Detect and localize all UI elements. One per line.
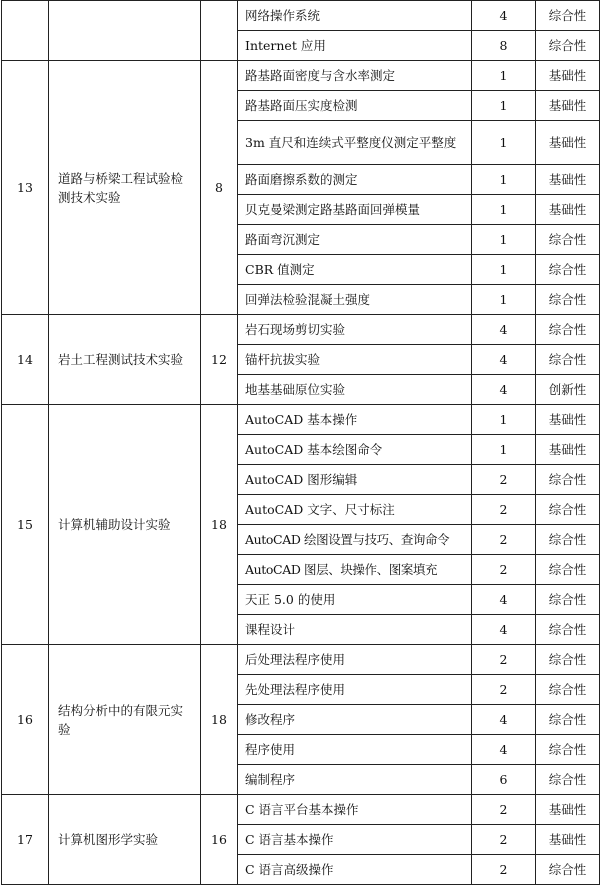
course-name: 计算机辅助设计实验 bbox=[49, 405, 201, 645]
project-type: 综合性 bbox=[536, 31, 600, 61]
project-name: 修改程序 bbox=[238, 705, 472, 735]
project-hours: 2 bbox=[472, 555, 536, 585]
project-name: 3m 直尺和连续式平整度仪测定平整度 bbox=[238, 121, 472, 165]
project-name: 回弹法检验混凝土强度 bbox=[238, 285, 472, 315]
project-name: C 语言平台基本操作 bbox=[238, 795, 472, 825]
project-hours: 2 bbox=[472, 525, 536, 555]
project-type: 基础性 bbox=[536, 825, 600, 855]
course-hours: 16 bbox=[201, 795, 238, 885]
project-type: 综合性 bbox=[536, 465, 600, 495]
project-type: 基础性 bbox=[536, 165, 600, 195]
project-type: 创新性 bbox=[536, 375, 600, 405]
project-name: C 语言基本操作 bbox=[238, 825, 472, 855]
project-name: AutoCAD 基本绘图命令 bbox=[238, 435, 472, 465]
project-hours: 2 bbox=[472, 495, 536, 525]
project-type: 综合性 bbox=[536, 345, 600, 375]
project-name: 网络操作系统 bbox=[238, 1, 472, 31]
project-hours: 4 bbox=[472, 735, 536, 765]
course-hours: 18 bbox=[201, 645, 238, 795]
project-hours: 1 bbox=[472, 195, 536, 225]
project-type: 综合性 bbox=[536, 315, 600, 345]
table-row bbox=[2, 645, 600, 675]
project-name: 先处理法程序使用 bbox=[238, 675, 472, 705]
course-name: 岩土工程测试技术实验 bbox=[49, 315, 201, 405]
project-hours: 1 bbox=[472, 91, 536, 121]
table-row bbox=[2, 315, 600, 345]
project-name: C 语言高级操作 bbox=[238, 855, 472, 885]
project-name: AutoCAD 图层、块操作、图案填充 bbox=[238, 555, 472, 585]
project-hours: 1 bbox=[472, 61, 536, 91]
project-hours: 4 bbox=[472, 1, 536, 31]
project-hours: 2 bbox=[472, 825, 536, 855]
project-hours: 1 bbox=[472, 405, 536, 435]
project-name: 锚杆抗拔实验 bbox=[238, 345, 472, 375]
project-name: 课程设计 bbox=[238, 615, 472, 645]
project-hours: 1 bbox=[472, 255, 536, 285]
project-name: 路基路面压实度检测 bbox=[238, 91, 472, 121]
course-number: 14 bbox=[2, 315, 49, 405]
project-name: 编制程序 bbox=[238, 765, 472, 795]
project-hours: 2 bbox=[472, 465, 536, 495]
project-name: AutoCAD 文字、尺寸标注 bbox=[238, 495, 472, 525]
table-row bbox=[2, 405, 600, 435]
project-type: 综合性 bbox=[536, 735, 600, 765]
project-hours: 6 bbox=[472, 765, 536, 795]
course-number: 15 bbox=[2, 405, 49, 645]
project-name: 路基路面密度与含水率测定 bbox=[238, 61, 472, 91]
project-type: 综合性 bbox=[536, 615, 600, 645]
project-type: 基础性 bbox=[536, 795, 600, 825]
project-type: 基础性 bbox=[536, 195, 600, 225]
project-hours: 4 bbox=[472, 585, 536, 615]
project-name: Internet 应用 bbox=[238, 31, 472, 61]
project-type: 综合性 bbox=[536, 1, 600, 31]
project-name: CBR 值测定 bbox=[238, 255, 472, 285]
project-type: 综合性 bbox=[536, 705, 600, 735]
project-type: 综合性 bbox=[536, 645, 600, 675]
table-row bbox=[2, 1, 600, 31]
experiment-table-body bbox=[2, 1, 600, 885]
project-hours: 8 bbox=[472, 31, 536, 61]
project-hours: 2 bbox=[472, 645, 536, 675]
project-type: 基础性 bbox=[536, 405, 600, 435]
experiment-table bbox=[1, 0, 600, 885]
project-type: 综合性 bbox=[536, 675, 600, 705]
project-name: AutoCAD 绘图设置与技巧、查询命令 bbox=[238, 525, 472, 555]
project-hours: 2 bbox=[472, 795, 536, 825]
course-number: 17 bbox=[2, 795, 49, 885]
project-type: 综合性 bbox=[536, 555, 600, 585]
project-name: 地基基础原位实验 bbox=[238, 375, 472, 405]
course-hours: 8 bbox=[201, 61, 238, 315]
project-name: 后处理法程序使用 bbox=[238, 645, 472, 675]
project-type: 综合性 bbox=[536, 585, 600, 615]
course-hours bbox=[201, 1, 238, 61]
project-hours: 1 bbox=[472, 285, 536, 315]
project-hours: 1 bbox=[472, 225, 536, 255]
course-number: 13 bbox=[2, 61, 49, 315]
project-hours: 4 bbox=[472, 615, 536, 645]
project-hours: 1 bbox=[472, 435, 536, 465]
course-name: 结构分析中的有限元实验 bbox=[49, 645, 201, 795]
project-type: 基础性 bbox=[536, 435, 600, 465]
course-hours: 18 bbox=[201, 405, 238, 645]
project-type: 综合性 bbox=[536, 495, 600, 525]
project-hours: 4 bbox=[472, 705, 536, 735]
table-row bbox=[2, 795, 600, 825]
project-name: 岩石现场剪切实验 bbox=[238, 315, 472, 345]
project-hours: 1 bbox=[472, 165, 536, 195]
project-name: 天正 5.0 的使用 bbox=[238, 585, 472, 615]
project-hours: 4 bbox=[472, 375, 536, 405]
course-name: 计算机图形学实验 bbox=[49, 795, 201, 885]
project-name: AutoCAD 图形编辑 bbox=[238, 465, 472, 495]
course-name: 道路与桥梁工程试验检测技术实验 bbox=[49, 61, 201, 315]
project-type: 综合性 bbox=[536, 225, 600, 255]
project-type: 综合性 bbox=[536, 285, 600, 315]
project-hours: 2 bbox=[472, 675, 536, 705]
project-name: 程序使用 bbox=[238, 735, 472, 765]
project-name: AutoCAD 基本操作 bbox=[238, 405, 472, 435]
course-hours: 12 bbox=[201, 315, 238, 405]
course-name bbox=[49, 1, 201, 61]
project-type: 基础性 bbox=[536, 91, 600, 121]
project-name: 路面弯沉测定 bbox=[238, 225, 472, 255]
project-type: 基础性 bbox=[536, 61, 600, 91]
project-type: 综合性 bbox=[536, 765, 600, 795]
project-hours: 4 bbox=[472, 345, 536, 375]
project-type: 综合性 bbox=[536, 855, 600, 885]
project-hours: 4 bbox=[472, 315, 536, 345]
project-type: 综合性 bbox=[536, 255, 600, 285]
table-row bbox=[2, 61, 600, 91]
project-name: 路面磨擦系数的测定 bbox=[238, 165, 472, 195]
project-hours: 1 bbox=[472, 121, 536, 165]
project-hours: 2 bbox=[472, 855, 536, 885]
project-name: 贝克曼梁测定路基路面回弹模量 bbox=[238, 195, 472, 225]
course-number bbox=[2, 1, 49, 61]
project-type: 综合性 bbox=[536, 525, 600, 555]
project-type: 基础性 bbox=[536, 121, 600, 165]
course-number: 16 bbox=[2, 645, 49, 795]
